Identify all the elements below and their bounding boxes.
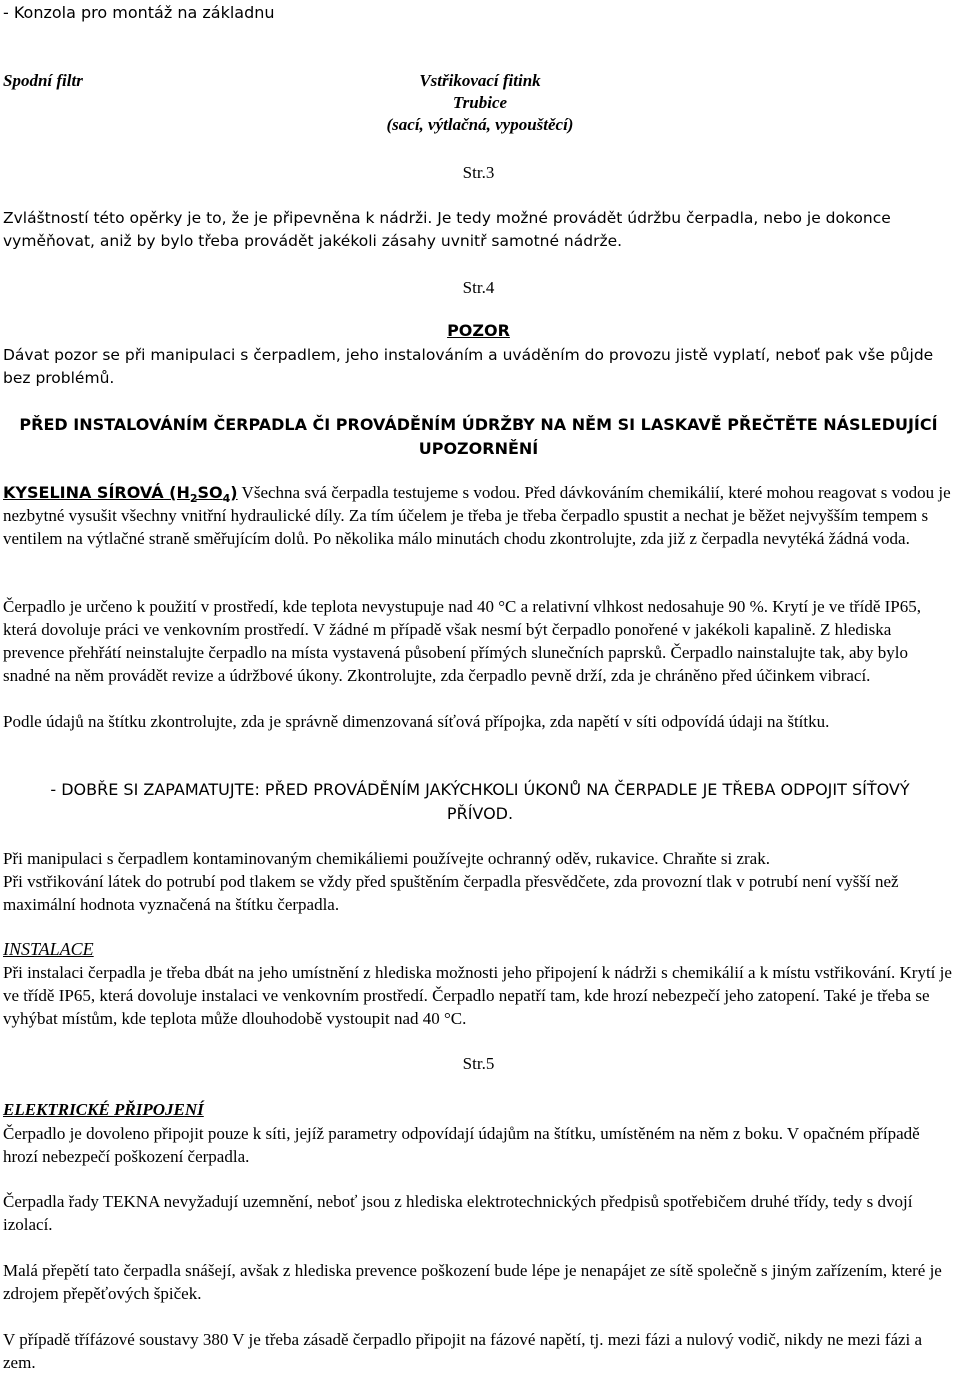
- part-label-tube: Trubice: [452, 93, 508, 112]
- acid-paragraph: [3, 481, 954, 550]
- part-label-left: Spodní filtr: [3, 71, 83, 90]
- injection-paragraph: Při vstřikování látek do potrubí pod tlakem se vždy před spuštěním čerpadla přesvědčete, zda provozní tlak v potrubí není vyšší než maximální hodnota vyznačená na štítku čerpadla.: [3, 872, 899, 914]
- electric-paragraph-4: V případě třífázové soustavy 380 V je třeba zásadě čerpadlo připojit na fázové napětí, tj. mezi fázi a nulový vodič, nikdy ne mezi fázi a zem.: [3, 1330, 923, 1372]
- handling-paragraph: Při manipulaci s čerpadlem kontaminovaným chemikáliemi používejte ochranný oděv, rukavice. Chraňte si zrak.: [3, 849, 770, 868]
- acid-label: KYSELINA SÍROVÁ $(H_2SO_4)$: [3, 483, 238, 505]
- environment-paragraph: Čerpadlo je určeno k použití v prostředí, kde teplota nevystupuje nad 40 °C a relativní vlhkost nedosahuje 90 %. Krytí je ve třídě IP65, která dovoluje práci ve venkovním prostředí. V žádné m případě však nesmí být čerpadlo ponořené v jakékoli kapalině. Z hlediska prevence přehřátí neinstalujte čerpadlo na místa vystavená působení přímých slunečních paprsků. Čerpadlo nainstalujte tak, aby bylo snadné na něm provádět revize a údržbové úkony. Zkontrolujte, zda čerpadlo pevně drží, zda je chráněno před účinkem vibrací.: [3, 597, 921, 685]
- part-labels-right: [330, 70, 630, 136]
- installation-title: INSTALACE: [3, 939, 94, 959]
- top-line: - Konzola pro montáž na základnu: [3, 3, 275, 22]
- acid-text: Všechna svá čerpadla testujeme s vodou. Před dávkováním chemikálií, které mohou reagovat s vodou je nezbytné vysušit všechny vnitřní hydraulické díly. Za tím účelem je třeba je třeba čerpadlo spustit a nechat je běžet nejvyšším tempem s ventilem na výtlačné straně směřujícím dolů. Po několika málo minutách chodu zkontrolujte, zda již z čerpadla nevytéká žádná voda.: [3, 483, 951, 548]
- pozor-title: POZOR: [447, 321, 510, 340]
- remember-warning: - DOBŘE SI ZAPAMATUJTE: PŘED PROVÁDĚNÍM JAKÝCHKOLI ÚKONŮ NA ČERPADLE JE TŘEBA ODPOJIT SÍŤOVÝ PŘÍVOD.: [50, 780, 910, 823]
- part-label-tube-types: (sací, výtlačná, vypouštěcí): [386, 115, 574, 134]
- electric-title: ELEKTRICKÉ PŘIPOJENÍ: [3, 1100, 204, 1119]
- page-number-5: Str.5: [462, 1054, 495, 1073]
- pozor-text: Dávat pozor se při manipulaci s čerpadlem, jeho instalováním a uváděním do provozu jistě vyplatí, neboť pak vše půjde bez problémů.: [3, 346, 934, 387]
- electric-paragraph-3: Malá přepětí tato čerpadla snášejí, avšak z hlediska prevence poškození bude lépe je nenapájet ze sítě společně s jiným zařízením, které je zdrojem přepěťových špiček.: [3, 1261, 942, 1303]
- electric-paragraph-1: Čerpadlo je dovoleno připojit pouze k síti, jejíž parametry odpovídají údajům na štítku, umístěném na něm z boku. V opačném případě hrozí nebezpečí poškození čerpadla.: [3, 1124, 920, 1166]
- page-number-4: Str.4: [462, 278, 495, 297]
- part-label-fitting: Vstřikovací fitink: [419, 71, 541, 90]
- installation-text: Při instalaci čerpadla je třeba dbát na jeho umístnění z hlediska možnosti jeho připojení k nádrži s chemikálií a k místu vstřikování. Krytí je ve třídě IP65, která dovoluje instalaci ve venkovním prostředí. Čerpadlo nepatří tam, kde hrozí nebezpečí jeho zatopení. Také je třeba se vyhýbat místům, kde teplota může dlouhodobě vystoupit nad 40 °C.: [3, 963, 952, 1028]
- label-check-paragraph: Podle údajů na štítku zkontrolujte, zda je správně dimenzovaná síťová přípojka, zda napětí v síti odpovídá údaji na štítku.: [3, 712, 830, 731]
- warning-heading: PŘED INSTALOVÁNÍM ČERPADLA ČI PROVÁDĚNÍM ÚDRŽBY NA NĚM SI LASKAVĚ PŘEČTĚTE NÁSLEDUJÍCÍ UPOZORNĚNÍ: [19, 415, 938, 458]
- page-number-3: Str.3: [462, 163, 495, 182]
- electric-paragraph-2: Čerpadla řady TEKNA nevyžadují uzemnění, neboť jsou z hlediska elektrotechnických předpisů spotřebičem druhé třídy, tedy s dvojí izolací.: [3, 1192, 913, 1234]
- intro-paragraph: Zvláštností této opěrky je to, že je připevněna k nádrži. Je tedy možné provádět údržbu čerpadla, nebo je dokonce vyměňovat, aniž by bylo třeba provádět jakékoli zásahy uvnitř samotné nádrže.: [3, 209, 891, 250]
